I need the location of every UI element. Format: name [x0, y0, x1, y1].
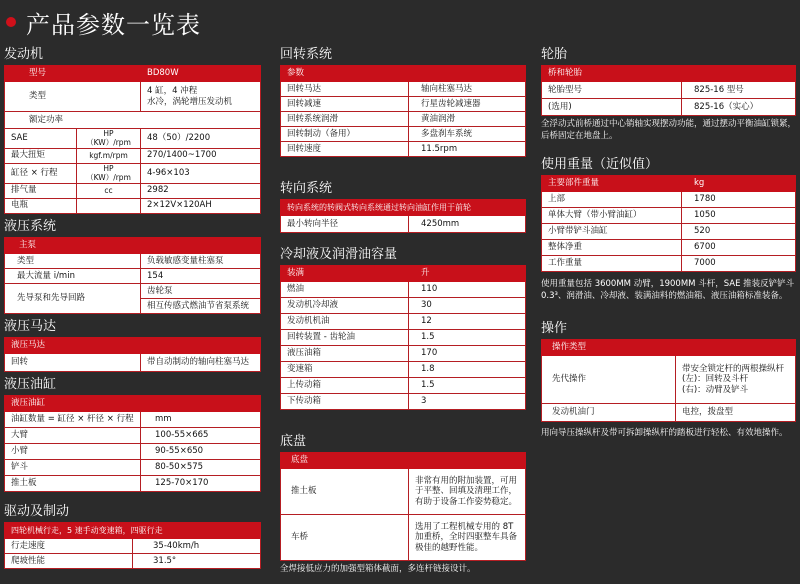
drive-section	[4, 503, 261, 569]
operation-heading: 操作	[541, 321, 568, 336]
operation-table: 操作类型 先代操作 带安全锁定杆的两根操纵杆 (左)：回转及斗杆 (右)：动臂及铲斗 发动机油门 电控，拨盘型	[541, 339, 796, 422]
swing-section	[280, 46, 526, 157]
engine-model-label: 型号	[5, 66, 141, 82]
table-row: 发动机冷却液 30	[281, 298, 526, 314]
coolant-heading: 冷却液及润滑油容量	[280, 247, 398, 262]
table-row: 燃油 110	[281, 282, 526, 298]
rated-power-label: 额定功率	[5, 112, 261, 129]
motor-section	[4, 318, 261, 372]
main-pump-label: 主泵	[5, 238, 261, 254]
engine-type-value-1: 4 缸，4 冲程	[147, 85, 198, 96]
operation-section	[541, 320, 796, 439]
tires-note: 全浮动式前桥通过中心销轴实现摆动功能，通过摆动平衡油缸锁紧，后桥固定在地盘上。	[541, 119, 797, 141]
table-row: 下传动箱 3	[281, 394, 526, 410]
motor-table: 液压马达 回转 带自动制动的轴向柱塞马达	[4, 337, 261, 372]
swing-table: 参数 回转马达 轴向柱塞马达 回转减速 行星齿轮减速器 回转系统润滑 黄油润滑 回转制动（备用） 多盘刹车系统 回转速度 11.5rpm	[280, 65, 526, 157]
engine-type-label: 类型	[5, 82, 141, 112]
table-row: 回转速度 11.5rpm	[281, 142, 526, 157]
engine-model-value: BD80W	[141, 66, 261, 82]
page-title-text: 产品参数一览表	[26, 10, 201, 39]
tires-heading: 轮胎	[541, 47, 568, 62]
table-row: 单体大臂（带小臂油缸） 1050	[542, 208, 796, 224]
table-row: 发动机机油 12	[281, 314, 526, 330]
table-row: 车桥 选用了工程机械专用的 8T 加重桥，全时四驱整车具备极佳的越野性能。	[281, 515, 526, 561]
steering-section	[280, 180, 526, 233]
table-row: 小臂带铲斗油缸 520	[542, 224, 796, 240]
chassis-section	[280, 433, 526, 575]
coolant-section	[280, 246, 526, 410]
engine-heading: 发动机	[4, 47, 44, 62]
table-row: 回转减速 行星齿轮减速器	[281, 97, 526, 112]
table-row: 工作重量 7000	[542, 256, 796, 272]
tires-table: 桥和轮胎 轮胎型号 825-16 型号 (选用) 825-16（实心）	[541, 65, 796, 116]
cylinder-heading: 液压油缸	[4, 377, 57, 392]
table-row: 轮胎型号 825-16 型号	[542, 82, 796, 99]
table-row: 行走速度 35-40km/h	[5, 539, 261, 554]
table-row: (选用) 825-16（实心）	[542, 99, 796, 116]
hydraulic-heading: 液压系统	[4, 219, 57, 234]
motor-heading: 液压马达	[4, 319, 57, 334]
table-row: 爬坡性能 31.5°	[5, 554, 261, 569]
chassis-note: 全焊接低应力的加强型箱体截面，多连杆链接设计。	[280, 564, 476, 574]
table-row: SAE HP（KW）/rpm 48（50）/2200	[5, 129, 261, 149]
chassis-table: 底盘 推土板 非常有用的附加装置，可用于平整、回填及清理工作，有助于设备工作姿势稳定。 车桥 选用了工程机械专用的 8T 加重桥，全时四驱整车具备极佳的越野性能。	[280, 452, 526, 561]
drive-heading: 驱动及制动	[4, 504, 70, 519]
hydraulic-table: 主泵 类型 负载敏感变量柱塞泵 最大流量 i/min 154 先导泵和先导回路 齿轮泵 相互传感式燃油节省泵系统	[4, 237, 261, 314]
table-row: 小臂 90-55×650	[5, 444, 261, 460]
tires-section	[541, 46, 796, 142]
steering-heading: 转向系统	[280, 181, 333, 196]
table-row: 铲斗 80-50×575	[5, 460, 261, 476]
weight-note: 使用重量包括 3600MM 动臂，1900MM 斗杆，SAE 推装反铲铲斗 0.3³、润滑油、冷却液、装满油料的燃油箱、液压油箱标准装备。	[541, 279, 795, 301]
table-row: 变速箱 1.8	[281, 362, 526, 378]
table-row: 回转装置 - 齿轮油 1.5	[281, 330, 526, 346]
page-title	[6, 2, 201, 42]
coolant-table: 装满 升 燃油 110 发动机冷却液 30 发动机机油 12 回转装置 - 齿轮油 1.5 液压油箱 170 变速箱 1.8 上传动箱 1.5 下传动箱 3	[280, 265, 526, 410]
table-row: 电瓶 2×12V×120AH	[5, 198, 261, 213]
operation-note: 用向导压操纵杆及带可拆卸操纵杆的踏板进行轻松、有效地操作。	[541, 428, 788, 438]
engine-type-value-2: 水冷，涡轮增压发动机	[147, 96, 233, 107]
table-row: 大臂 100-55×665	[5, 428, 261, 444]
table-row: 回转马达 轴向柱塞马达	[281, 82, 526, 97]
cylinder-table: 液压油缸 油缸数量 = 缸径 × 杆径 × 行程 mm 大臂 100-55×665 小臂 90-55×650 铲斗 80-50×575 推土板 125-70×170	[4, 395, 261, 492]
table-row: 推土板 125-70×170	[5, 476, 261, 492]
hydraulic-section	[4, 218, 261, 314]
engine-table	[4, 65, 261, 214]
table-row: 液压油箱 170	[281, 346, 526, 362]
weight-table: 主要部件重量 kg 上部 1780 单体大臂（带小臂油缸） 1050 小臂带铲斗油缸 520 整体净重 6700 工作重量 7000	[541, 175, 796, 272]
table-row: 油缸数量 = 缸径 × 杆径 × 行程 mm	[5, 412, 261, 428]
table-row: 最大扭矩 kgf.m/rpm 270/1400~1700	[5, 148, 261, 163]
table-row: 推土板 非常有用的附加装置，可用于平整、回填及清理工作，有助于设备工作姿势稳定。	[281, 469, 526, 515]
steering-table: 转向系统的转阀式转向系统通过转向油缸作用于前轮 最小转向半径 4250mm	[280, 199, 526, 233]
table-row: 排气量 cc 2982	[5, 183, 261, 198]
table-row: 回转制动（备用） 多盘刹车系统	[281, 127, 526, 142]
table-row: 上传动箱 1.5	[281, 378, 526, 394]
weight-section	[541, 156, 796, 302]
swing-heading: 回转系统	[280, 47, 333, 62]
bullet-dot-icon	[6, 17, 16, 27]
weight-heading: 使用重量（近似值）	[541, 157, 659, 172]
table-row: 上部 1780	[542, 192, 796, 208]
table-row: 整体净重 6700	[542, 240, 796, 256]
chassis-heading: 底盘	[280, 434, 307, 449]
engine-section	[4, 46, 261, 214]
cylinder-section	[4, 376, 261, 492]
table-row: 缸径 × 行程 HP（KW）/rpm 4-96×103	[5, 163, 261, 183]
drive-table: 四轮机械行走，5 速手动变速箱，四驱行走 行走速度 35-40km/h 爬坡性能 31.5°	[4, 522, 261, 569]
table-row: 回转系统润滑 黄油润滑	[281, 112, 526, 127]
